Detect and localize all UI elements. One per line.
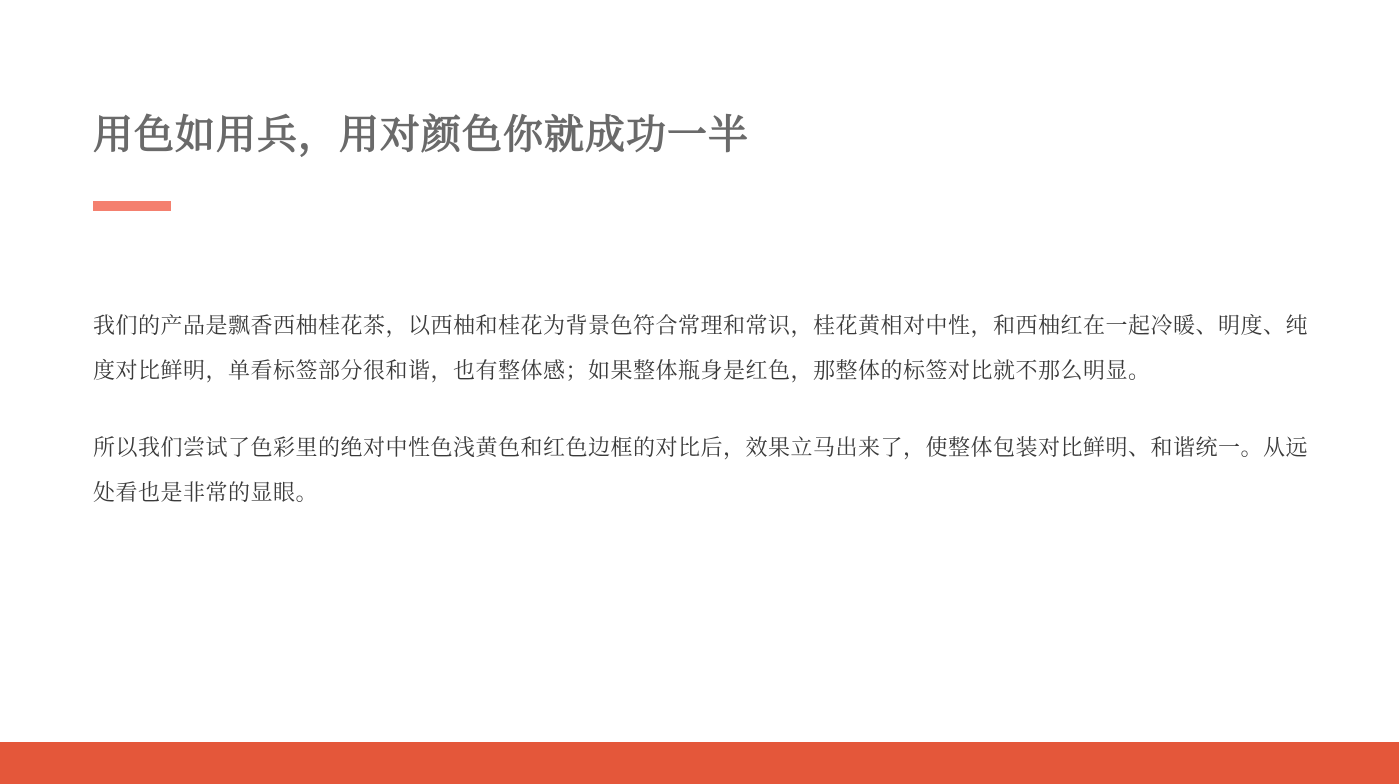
footer-accent-bar bbox=[0, 742, 1399, 784]
title-accent-dash bbox=[93, 201, 171, 211]
page-title: 用色如用兵，用对颜色你就成功一半 bbox=[93, 113, 749, 157]
body-paragraph-1: 我们的产品是飘香西柚桂花茶，以西柚和桂花为背景色符合常理和常识，桂花黄相对中性，和西柚红在一起冷暖、明度、纯度对比鲜明，单看标签部分很和谐，也有整体感；如果整体瓶身是红色，那整体的标签对比就不那么明显。 bbox=[93, 313, 1309, 383]
body-paragraph-2: 所以我们尝试了色彩里的绝对中性色浅黄色和红色边框的对比后，效果立马出来了，使整体包装对比鲜明、和谐统一。从远处看也是非常的显眼。 bbox=[93, 435, 1309, 505]
body-text-block bbox=[93, 303, 1313, 515]
